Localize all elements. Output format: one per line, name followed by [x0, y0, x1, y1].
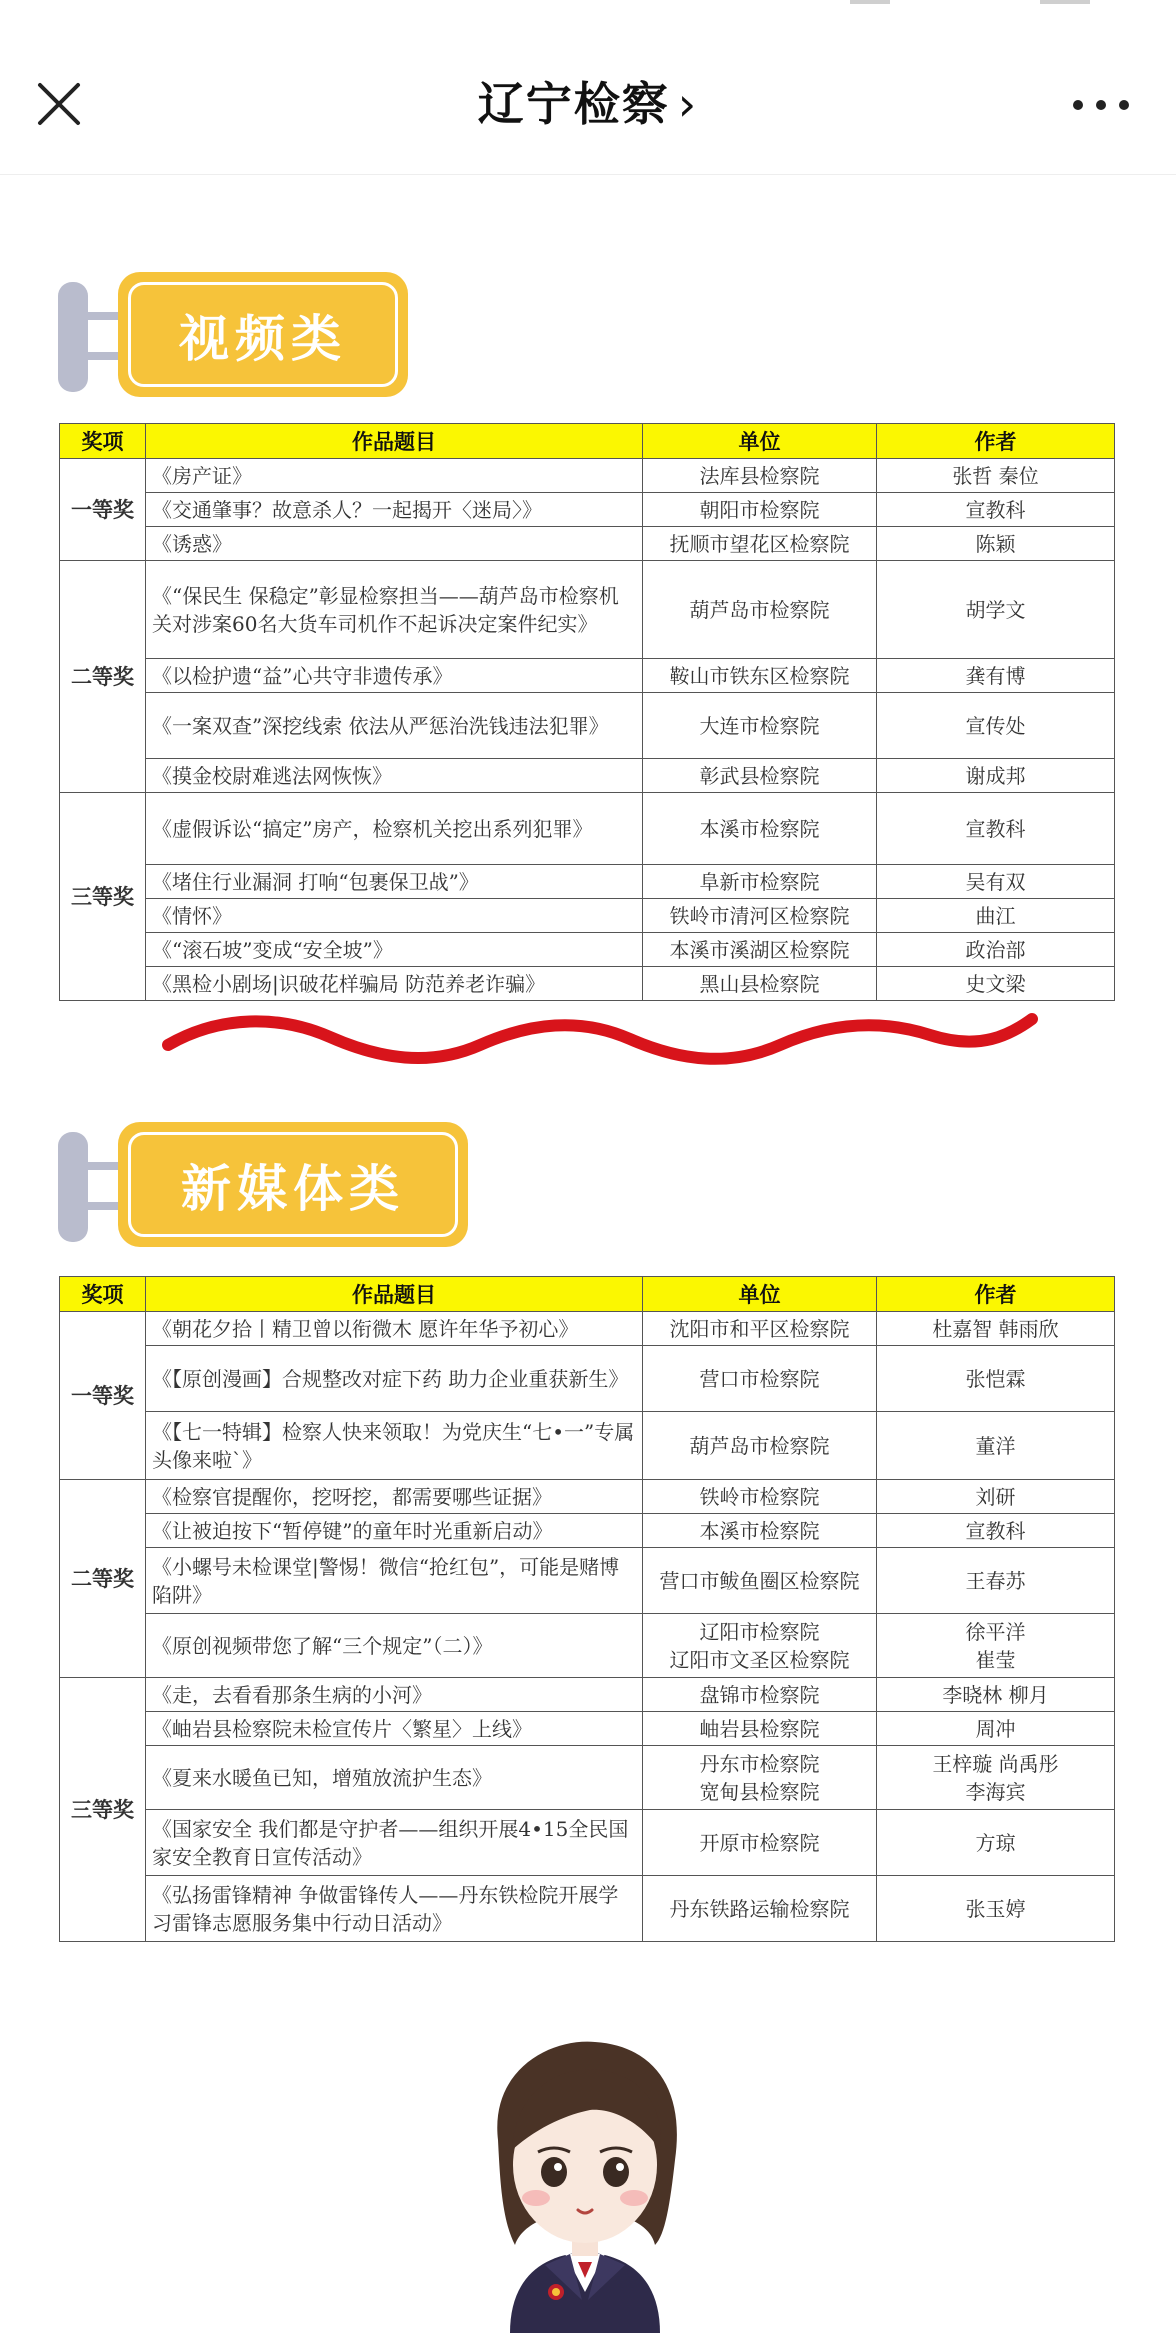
award-rank: 二等奖 [60, 561, 146, 793]
more-button[interactable] [1066, 80, 1136, 130]
award-rank: 三等奖 [60, 1678, 146, 1942]
table-row [60, 561, 1115, 659]
signpost-bar [82, 352, 122, 360]
video-awards-table [59, 423, 1115, 1001]
section-label: 新媒体类 [128, 1132, 458, 1237]
work-unit: 营口市检察院 [643, 1346, 877, 1412]
work-author: 宣传处 [877, 693, 1115, 759]
work-unit: 葫芦岛市检察院 [643, 561, 877, 659]
work-author: 政治部 [877, 933, 1115, 967]
work-author: 王梓璇 尚禹彤 [932, 1751, 1059, 1776]
work-unit: 岫岩县检察院 [643, 1712, 877, 1746]
column-header-award: 奖项 [60, 424, 146, 459]
work-author: 谢成邦 [877, 759, 1115, 793]
work-title: 《诱惑》 [146, 527, 643, 561]
work-author: 曲江 [877, 899, 1115, 933]
work-unit: 本溪市溪湖区检察院 [643, 933, 877, 967]
work-author: 龚有博 [877, 659, 1115, 693]
work-author: 宣教科 [877, 793, 1115, 865]
work-author: 陈颖 [877, 527, 1115, 561]
table-row [60, 1614, 1115, 1678]
work-author: 方琼 [877, 1810, 1115, 1876]
work-title: 《朝花夕拾丨精卫曾以衔微木 愿许年华予初心》 [146, 1312, 643, 1346]
work-title: 《小螺号未检课堂|警惕！微信“抢红包”，可能是赌博陷阱》 [146, 1548, 643, 1614]
work-unit: 辽阳市检察院 [699, 1619, 820, 1644]
work-title: 《岫岩县检察院未检宣传片〈繁星〉上线》 [146, 1712, 643, 1746]
work-unit: 法库县检察院 [643, 459, 877, 493]
work-title: 《摸金校尉难逃法网恢恢》 [146, 759, 643, 793]
section-label-pill [118, 272, 408, 397]
work-author: 王春苏 [877, 1548, 1115, 1614]
work-title: 《情怀》 [146, 899, 643, 933]
table-row [60, 793, 1115, 865]
table-header-row [60, 424, 1115, 459]
table-row [60, 1480, 1115, 1514]
work-unit: 朝阳市检察院 [643, 493, 877, 527]
work-unit: 黑山县检察院 [643, 967, 877, 1001]
work-author: 张哲 秦位 [877, 459, 1115, 493]
section-label: 视频类 [128, 282, 398, 387]
work-author: 宣教科 [877, 493, 1115, 527]
section-header-new-media [58, 1122, 478, 1247]
work-unit: 抚顺市望花区检察院 [643, 527, 877, 561]
column-header-unit: 单位 [643, 1277, 877, 1312]
top-nav-bar [0, 0, 1176, 175]
table-row [60, 1412, 1115, 1480]
status-bar-fragment [1040, 0, 1090, 4]
table-row [60, 899, 1115, 933]
work-unit-cell [643, 1614, 877, 1678]
table-row [60, 693, 1115, 759]
table-row [60, 527, 1115, 561]
work-unit: 鞍山市铁东区检察院 [643, 659, 877, 693]
column-header-title: 作品题目 [146, 1277, 643, 1312]
table-row [60, 493, 1115, 527]
column-header-award: 奖项 [60, 1277, 146, 1312]
table-row [60, 865, 1115, 899]
work-author: 周冲 [877, 1712, 1115, 1746]
work-title: 《房产证》 [146, 459, 643, 493]
work-title: 《走，去看看那条生病的小河》 [146, 1678, 643, 1712]
red-wavy-underline [160, 1005, 1040, 1075]
work-title: 《堵住行业漏洞 打响“包裹保卫战”》 [146, 865, 643, 899]
work-unit: 沈阳市和平区检察院 [643, 1312, 877, 1346]
work-author: 宣教科 [877, 1514, 1115, 1548]
work-title: 《【七一特辑】检察人快来领取！为党庆生“七•一”专属头像来啦`》 [146, 1412, 643, 1480]
work-unit: 丹东铁路运输检察院 [643, 1876, 877, 1942]
award-rank: 三等奖 [60, 793, 146, 1001]
work-unit: 开原市检察院 [643, 1810, 877, 1876]
table-row [60, 459, 1115, 493]
table-row [60, 967, 1115, 1001]
table-row [60, 1876, 1115, 1942]
work-author: 杜嘉智 韩雨欣 [877, 1312, 1115, 1346]
work-title: 《黑检小剧场|识破花样骗局 防范养老诈骗》 [146, 967, 643, 1001]
work-author: 徐平洋 [965, 1619, 1026, 1644]
table-header-row [60, 1277, 1115, 1312]
page-title: 辽宁检察 [477, 77, 670, 131]
signpost-icon [58, 1132, 88, 1242]
table-row [60, 759, 1115, 793]
work-title: 《弘扬雷锋精神 争做雷锋传人——丹东铁检院开展学习雷锋志愿服务集中行动日活动》 [146, 1876, 643, 1942]
work-author: 李晓林 柳月 [877, 1678, 1115, 1712]
work-author: 吴有双 [877, 865, 1115, 899]
table-row [60, 659, 1115, 693]
work-unit: 阜新市检察院 [643, 865, 877, 899]
work-title: 《让被迫按下“暂停键”的童年时光重新启动》 [146, 1514, 643, 1548]
work-unit: 盘锦市检察院 [643, 1678, 877, 1712]
work-author-cell [877, 1746, 1115, 1810]
work-title: 《一案双查”深挖线索 依法从严惩治洗钱违法犯罪》 [146, 693, 643, 759]
section-header-video [58, 272, 418, 397]
more-dots-icon [1066, 80, 1136, 130]
work-author: 刘研 [877, 1480, 1115, 1514]
table-row [60, 1678, 1115, 1712]
award-rank: 一等奖 [60, 459, 146, 561]
work-author: 史文梁 [877, 967, 1115, 1001]
table-row [60, 1312, 1115, 1346]
chevron-right-icon: › [677, 77, 699, 131]
status-bar-fragment [850, 0, 890, 4]
signpost-bar [82, 1202, 122, 1210]
work-author-cell [877, 1614, 1115, 1678]
work-title: 《国家安全 我们都是守护者——组织开展4•15全民国家安全教育日宣传活动》 [146, 1810, 643, 1876]
table-row [60, 933, 1115, 967]
work-unit: 大连市检察院 [643, 693, 877, 759]
work-unit-cell [643, 1746, 877, 1810]
table-row [60, 1746, 1115, 1810]
work-title: 《检察官提醒你，挖呀挖，都需要哪些证据》 [146, 1480, 643, 1514]
work-author: 胡学文 [877, 561, 1115, 659]
work-unit: 葫芦岛市检察院 [643, 1412, 877, 1480]
cartoon-prosecutor-illustration [470, 2030, 700, 2333]
award-rank: 一等奖 [60, 1312, 146, 1480]
new-media-awards-table [59, 1276, 1115, 1942]
signpost-icon [58, 282, 88, 392]
work-title: 《“保民生 保稳定”彰显检察担当——葫芦岛市检察机关对涉案60名大货车司机作不起诉决定案件纪实》 [146, 561, 643, 659]
work-title: 《原创视频带您了解“三个规定”（二）》 [146, 1614, 643, 1678]
award-rank: 二等奖 [60, 1480, 146, 1678]
work-author: 董洋 [877, 1412, 1115, 1480]
section-label-pill [118, 1122, 468, 1247]
table-row [60, 1514, 1115, 1548]
work-unit: 彰武县检察院 [643, 759, 877, 793]
table-row [60, 1548, 1115, 1614]
column-header-author: 作者 [877, 1277, 1115, 1312]
work-title: 《以检护遗“益”心共守非遗传承》 [146, 659, 643, 693]
work-unit: 铁岭市清河区检察院 [643, 899, 877, 933]
work-author: 张玉婷 [877, 1876, 1115, 1942]
table-row [60, 1712, 1115, 1746]
work-title: 《夏来水暖鱼已知，增殖放流护生态》 [146, 1746, 643, 1810]
signpost-bar [82, 312, 122, 320]
signpost-bar [82, 1162, 122, 1170]
work-title: 《虚假诉讼“搞定”房产，检察机关挖出系列犯罪》 [146, 793, 643, 865]
work-unit: 丹东市检察院 [699, 1751, 820, 1776]
work-unit: 本溪市检察院 [643, 1514, 877, 1548]
work-unit: 铁岭市检察院 [643, 1480, 877, 1514]
work-author-secondary: 李海宾 [965, 1779, 1026, 1804]
work-unit: 营口市鲅鱼圈区检察院 [643, 1548, 877, 1614]
work-unit-secondary: 辽阳市文圣区检察院 [669, 1647, 850, 1672]
work-title: 《【原创漫画】合规整改对症下药 助力企业重获新生》 [146, 1346, 643, 1412]
column-header-author: 作者 [877, 424, 1115, 459]
work-title: 《“滚石坡”变成“安全坡”》 [146, 933, 643, 967]
work-author: 张恺霖 [877, 1346, 1115, 1412]
work-unit: 本溪市检察院 [643, 793, 877, 865]
column-header-unit: 单位 [643, 424, 877, 459]
table-row [60, 1346, 1115, 1412]
work-unit-secondary: 宽甸县检察院 [699, 1779, 820, 1804]
table-row [60, 1810, 1115, 1876]
account-title-link[interactable] [0, 68, 1176, 134]
work-author-secondary: 崔莹 [975, 1647, 1016, 1672]
column-header-title: 作品题目 [146, 424, 643, 459]
work-title: 《交通肇事？故意杀人？一起揭开〈迷局〉》 [146, 493, 643, 527]
